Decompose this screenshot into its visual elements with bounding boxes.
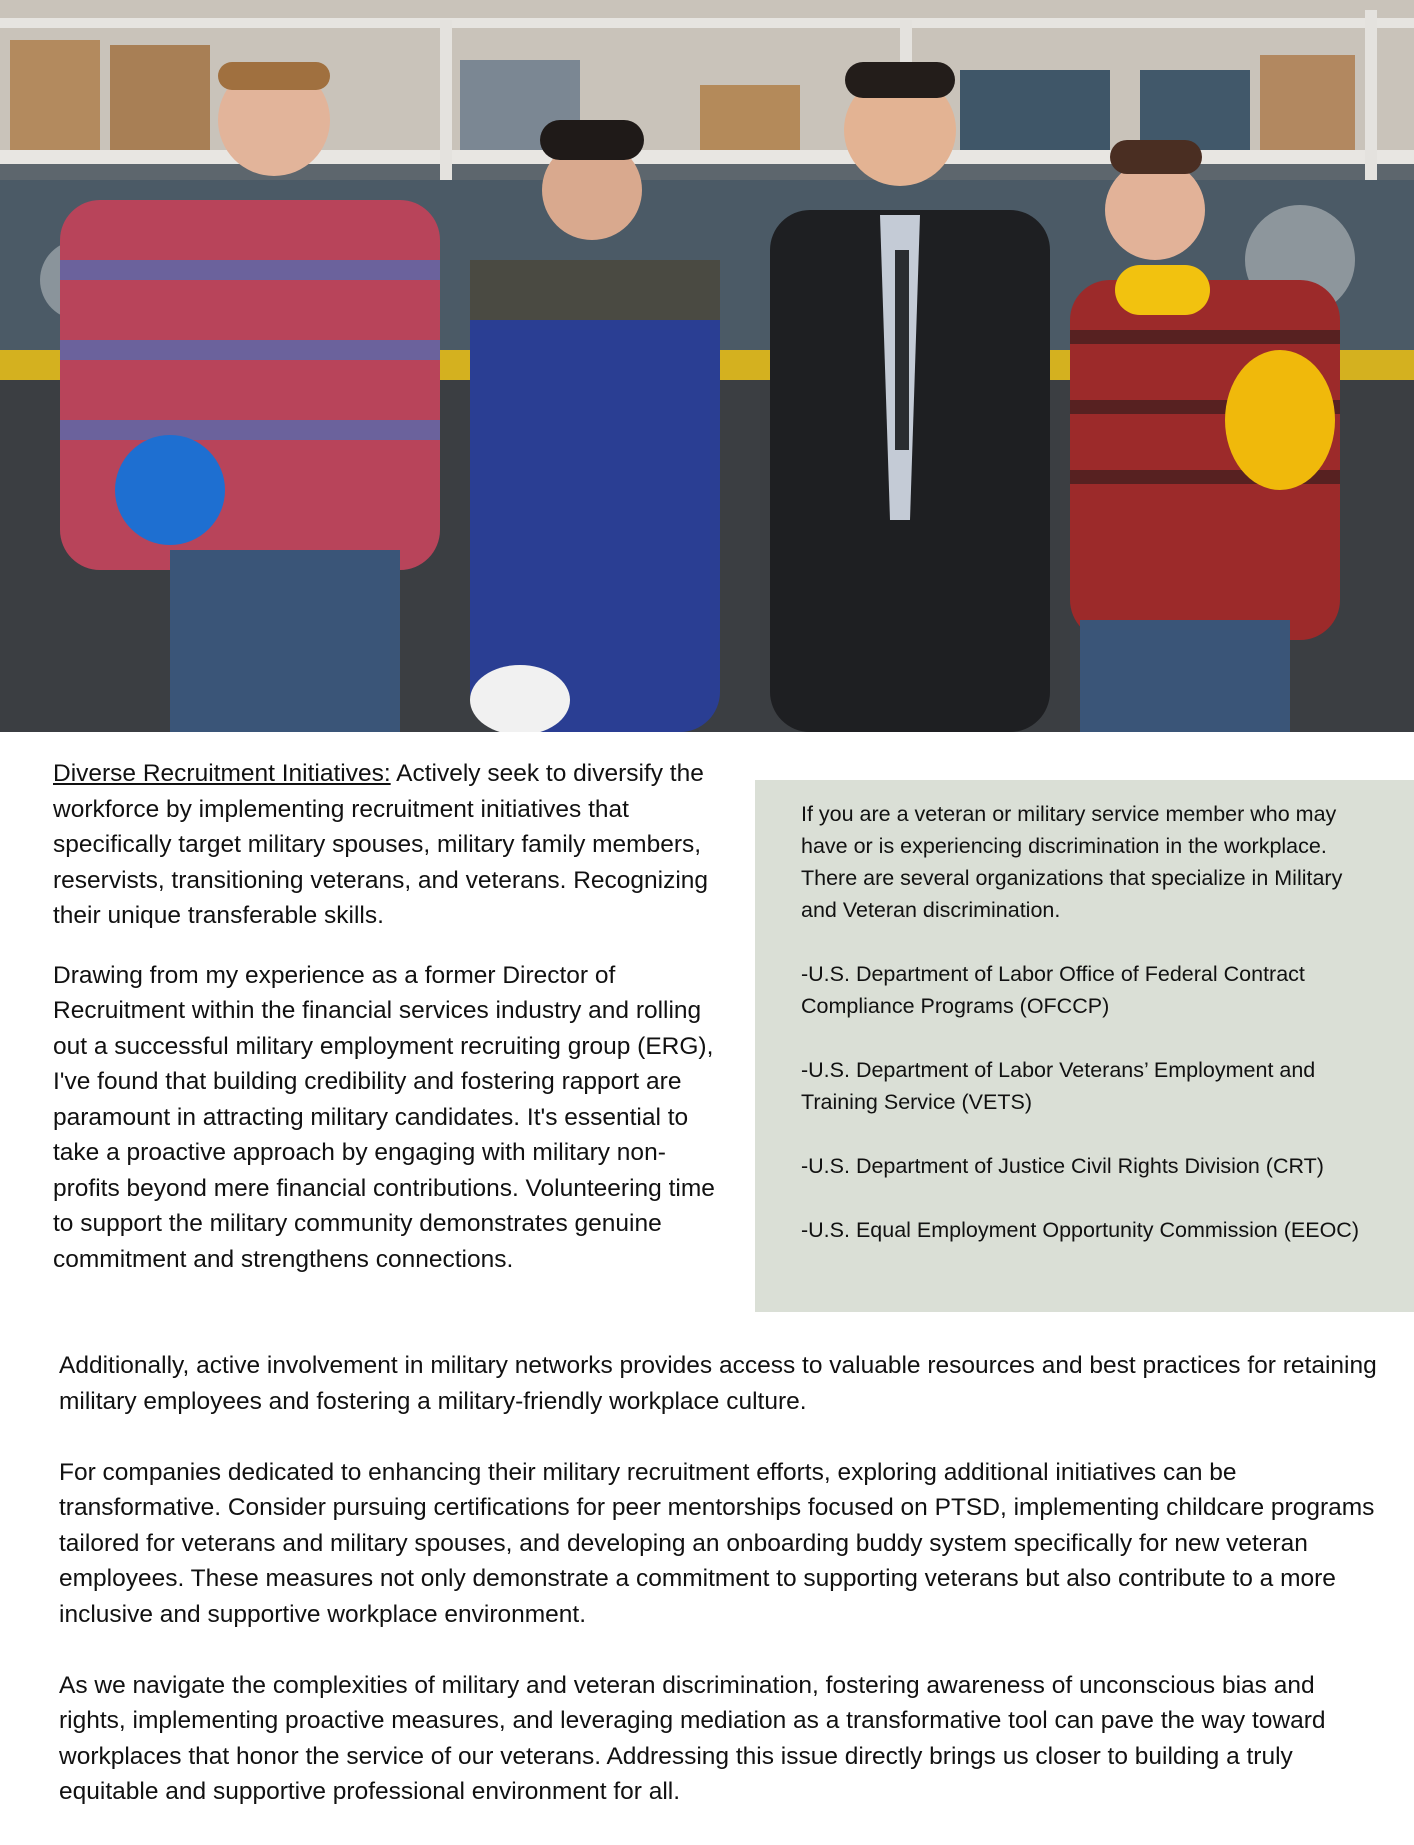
experience-paragraph: Drawing from my experience as a former Director of Recruitment within the financial services industry and rolling out a successful military employment recruiting group (ERG), I've found that building credibility and fostering rapport are paramount in attracting military candidates. It's essential to take a proactive approach by engaging with military non-profits beyond mere financial contributions. Volunteering time to support the military community demonstrates genuine commitment and strengthens connections. [53, 961, 715, 1273]
networks-paragraph: Additionally, active involvement in military networks provides access to valuable resources and best practices for retaining military employees and fostering a military-friendly workplace culture. [59, 1352, 1377, 1415]
conclusion-paragraph: As we navigate the complexities of military and veteran discrimination, fostering awareness of unconscious bias and rights, implementing proactive measures, and leveraging mediation as a transformative tool can pave the way toward workplaces that honor the service of our veterans. Addressing this issue directly brings us closer to building a truly equitable and supportive professional environment for all. [59, 1671, 1326, 1805]
resources-intro: If you are a veteran or military service member who may have or is experiencing discrimination in the workplace. There are several organizations that specialize in Military and Veteran discrimination. [801, 802, 1343, 922]
bottom-text [59, 1348, 1379, 1845]
left-column [53, 756, 723, 1301]
recruitment-initiatives-text: Actively seek to diversify the workforce by implementing recruitment initiatives that specifically target military spouses, military family members, reservists, transitioning veterans, and veterans. Recognizing their unique transferable skills. [53, 760, 709, 929]
initiatives-paragraph: For companies dedicated to enhancing their military recruitment efforts, exploring additional initiatives can be transformative. Consider pursuing certifications for peer mentorships focused on PTSD, implementing childcare programs tailored for veterans and military spouses, and developing an onboarding buddy system specifically for new veteran employees. These measures not only demonstrate a commitment to supporting veterans but also contribute to a more inclusive and supportive workplace environment. [59, 1458, 1375, 1628]
organization-eeoc: -U.S. Equal Employment Opportunity Commission (EEOC) [801, 1218, 1359, 1242]
hero-photo [0, 0, 1414, 732]
workers-photo-icon [0, 0, 1414, 732]
organization-vets: -U.S. Department of Labor Veterans’ Employment and Training Service (VETS) [801, 1058, 1316, 1114]
organization-ofccp: -U.S. Department of Labor Office of Federal Contract Compliance Programs (OFCCP) [801, 962, 1305, 1018]
recruitment-initiatives-label: Diverse Recruitment Initiatives: [53, 760, 391, 787]
recruitment-initiatives-paragraph [53, 756, 723, 934]
resources-sidebar [755, 780, 1414, 1312]
organization-crt: -U.S. Department of Justice Civil Rights Division (CRT) [801, 1154, 1324, 1178]
